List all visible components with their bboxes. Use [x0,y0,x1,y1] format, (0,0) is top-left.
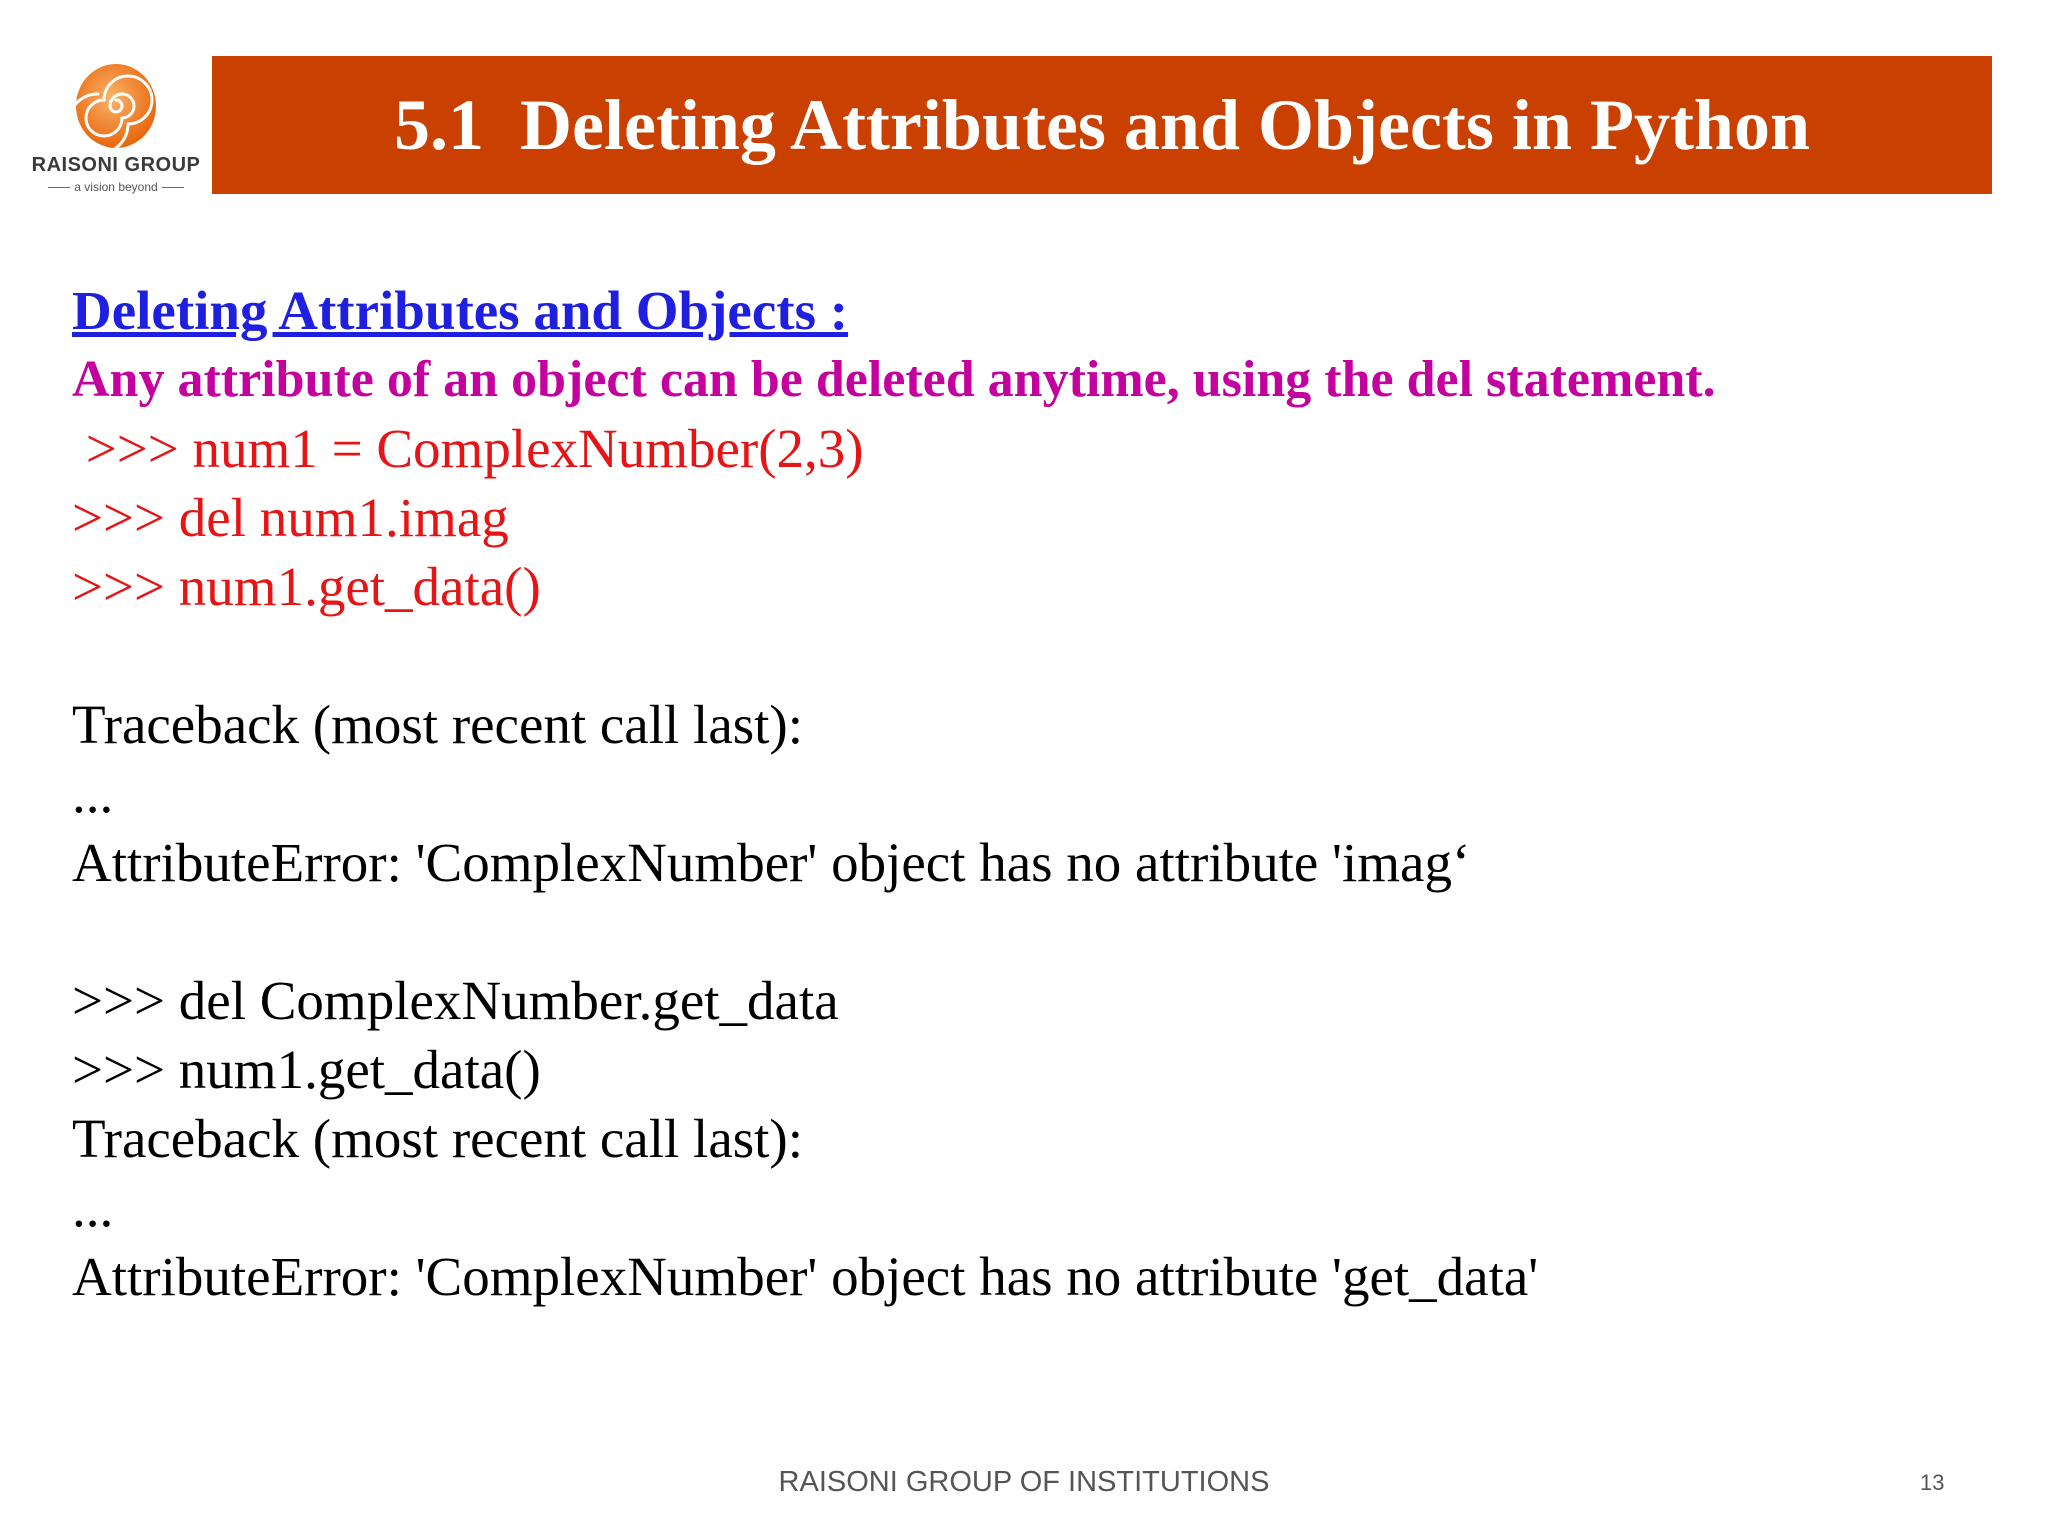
output-line: >>> del ComplexNumber.get_data [72,970,839,1031]
output-line: ... [72,1177,114,1238]
output-line: AttributeError: 'ComplexNumber' object has no attribute 'imag‘ [72,832,1471,893]
code-line: >>> num1 = ComplexNumber(2,3) [72,418,864,479]
output-line: Traceback (most recent call last): [72,1108,804,1169]
slide-title: 5.1 Deleting Attributes and Objects in Python [393,84,1811,165]
spacer [72,621,2002,690]
output-line: Traceback (most recent call last): [72,694,804,755]
logo-tagline-text: a vision beyond [74,180,158,194]
spiral-logo-icon [74,62,158,150]
traceback-block-2 [72,966,2002,1311]
footer-institution: RAISONI GROUP OF INSTITUTIONS [778,1466,1270,1498]
output-line: ... [72,763,114,824]
section-heading: Deleting Attributes and Objects : [72,280,849,341]
spacer [72,897,2002,966]
code-line: >>> num1.get_data() [72,556,541,617]
description-text: Any attribute of an object can be deleted anytime, using the del statement. [72,351,1716,408]
slide-content [72,276,2002,1311]
red-code-block [72,414,2002,621]
logo-tagline [24,180,208,194]
page-number: 13 [1920,1470,1945,1495]
raisoni-logo [24,60,208,200]
output-line: >>> num1.get_data() [72,1039,541,1100]
title-banner [212,56,1992,194]
traceback-block-1 [72,690,2002,897]
logo-name: RAISONI GROUP [31,154,201,176]
code-line: >>> del num1.imag [72,487,509,548]
output-line: AttributeError: 'ComplexNumber' object has no attribute 'get_data' [72,1246,1539,1307]
